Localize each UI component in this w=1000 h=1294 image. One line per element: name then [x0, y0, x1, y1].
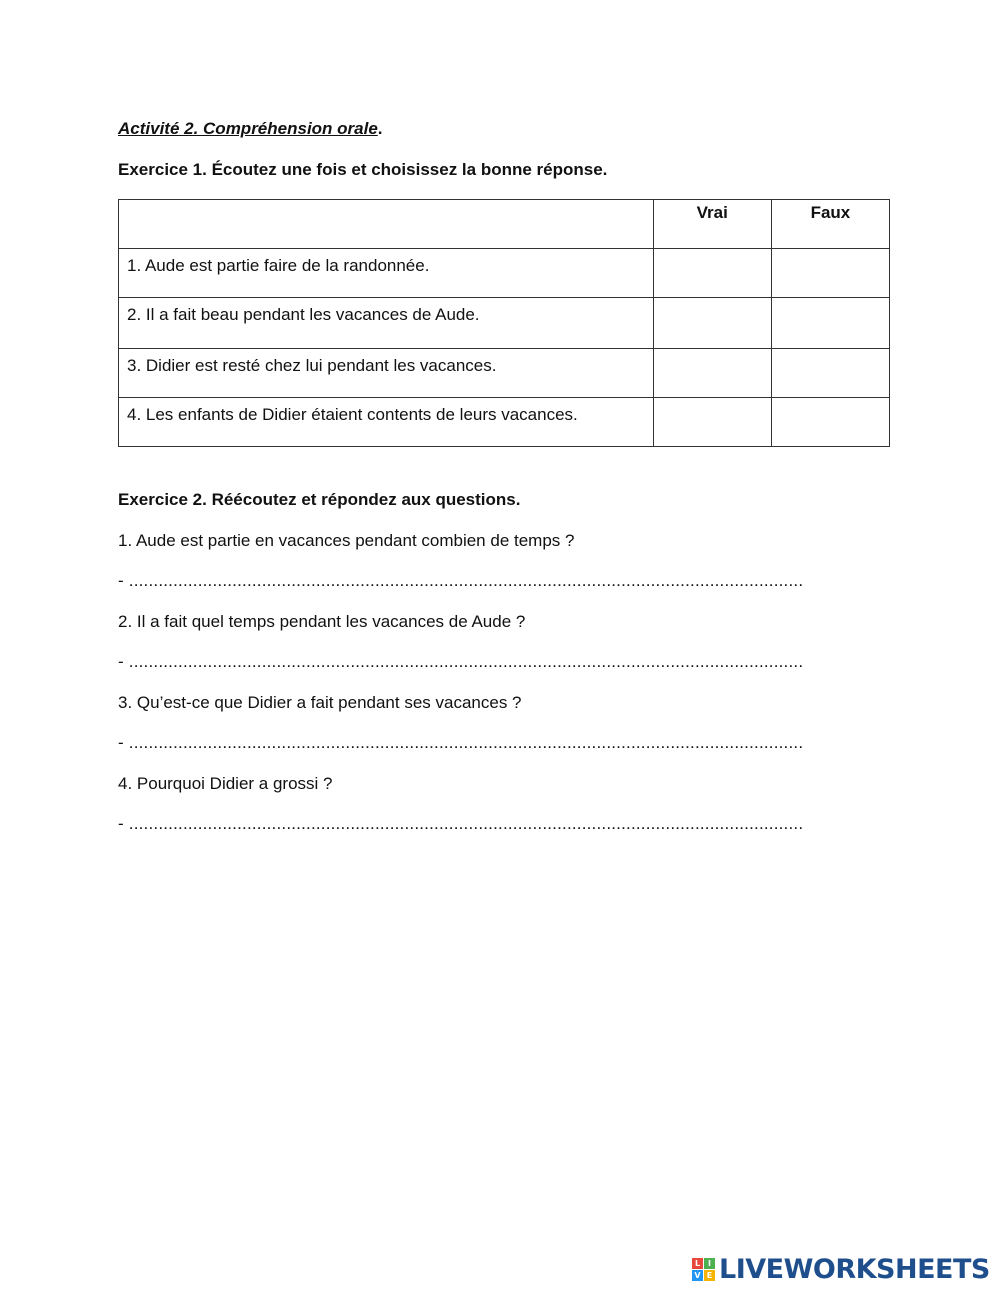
header-statement-cell: [119, 200, 654, 249]
table-row: [119, 398, 890, 447]
answer-line-4[interactable]: - .........................................................................................................................................: [118, 814, 804, 833]
answer-line-2[interactable]: - .........................................................................................................................................: [118, 652, 804, 671]
vrai-cell-3[interactable]: [653, 349, 771, 398]
vrai-cell-4[interactable]: [653, 398, 771, 447]
activity-title: [118, 119, 383, 139]
question-1: 1. Aude est partie en vacances pendant combien de temps ?: [118, 531, 575, 550]
logo-tile-v: V: [692, 1270, 703, 1281]
statement-2: 2. Il a fait beau pendant les vacances de Aude.: [119, 298, 654, 349]
faux-cell-1[interactable]: [771, 249, 889, 298]
liveworksheets-logo: [692, 1254, 990, 1284]
exercise2-title: Exercice 2. Réécoutez et répondez aux questions.: [118, 490, 521, 509]
vrai-cell-1[interactable]: [653, 249, 771, 298]
header-faux: Faux: [771, 200, 889, 249]
table-header-row: [119, 200, 890, 249]
faux-cell-2[interactable]: [771, 298, 889, 349]
faux-cell-4[interactable]: [771, 398, 889, 447]
table-row: [119, 349, 890, 398]
answer-line-3[interactable]: - .........................................................................................................................................: [118, 733, 804, 752]
true-false-table: [118, 199, 890, 447]
liveworksheets-logo-icon: [692, 1258, 715, 1281]
logo-tile-i: I: [704, 1258, 715, 1269]
answer-line-1[interactable]: - .........................................................................................................................................: [118, 571, 804, 590]
statement-1: 1. Aude est partie faire de la randonnée.: [119, 249, 654, 298]
logo-tile-l: L: [692, 1258, 703, 1269]
activity-title-text: Activité 2. Compréhension orale: [118, 119, 378, 138]
statement-3: 3. Didier est resté chez lui pendant les vacances.: [119, 349, 654, 398]
table-row: [119, 298, 890, 349]
logo-wordmark: LIVEWORKSHEETS: [719, 1253, 990, 1285]
activity-title-period: .: [377, 119, 383, 138]
logo-tile-e: E: [704, 1270, 715, 1281]
vrai-cell-2[interactable]: [653, 298, 771, 349]
exercise1-title: Exercice 1. Écoutez une fois et choisissez la bonne réponse.: [118, 160, 608, 179]
question-2: 2. Il a fait quel temps pendant les vacances de Aude ?: [118, 612, 526, 631]
question-4: 4. Pourquoi Didier a grossi ?: [118, 774, 333, 793]
table-row: [119, 249, 890, 298]
question-3: 3. Qu’est-ce que Didier a fait pendant ses vacances ?: [118, 693, 522, 712]
header-vrai: Vrai: [653, 200, 771, 249]
statement-4: 4. Les enfants de Didier étaient contents de leurs vacances.: [119, 398, 654, 447]
faux-cell-3[interactable]: [771, 349, 889, 398]
